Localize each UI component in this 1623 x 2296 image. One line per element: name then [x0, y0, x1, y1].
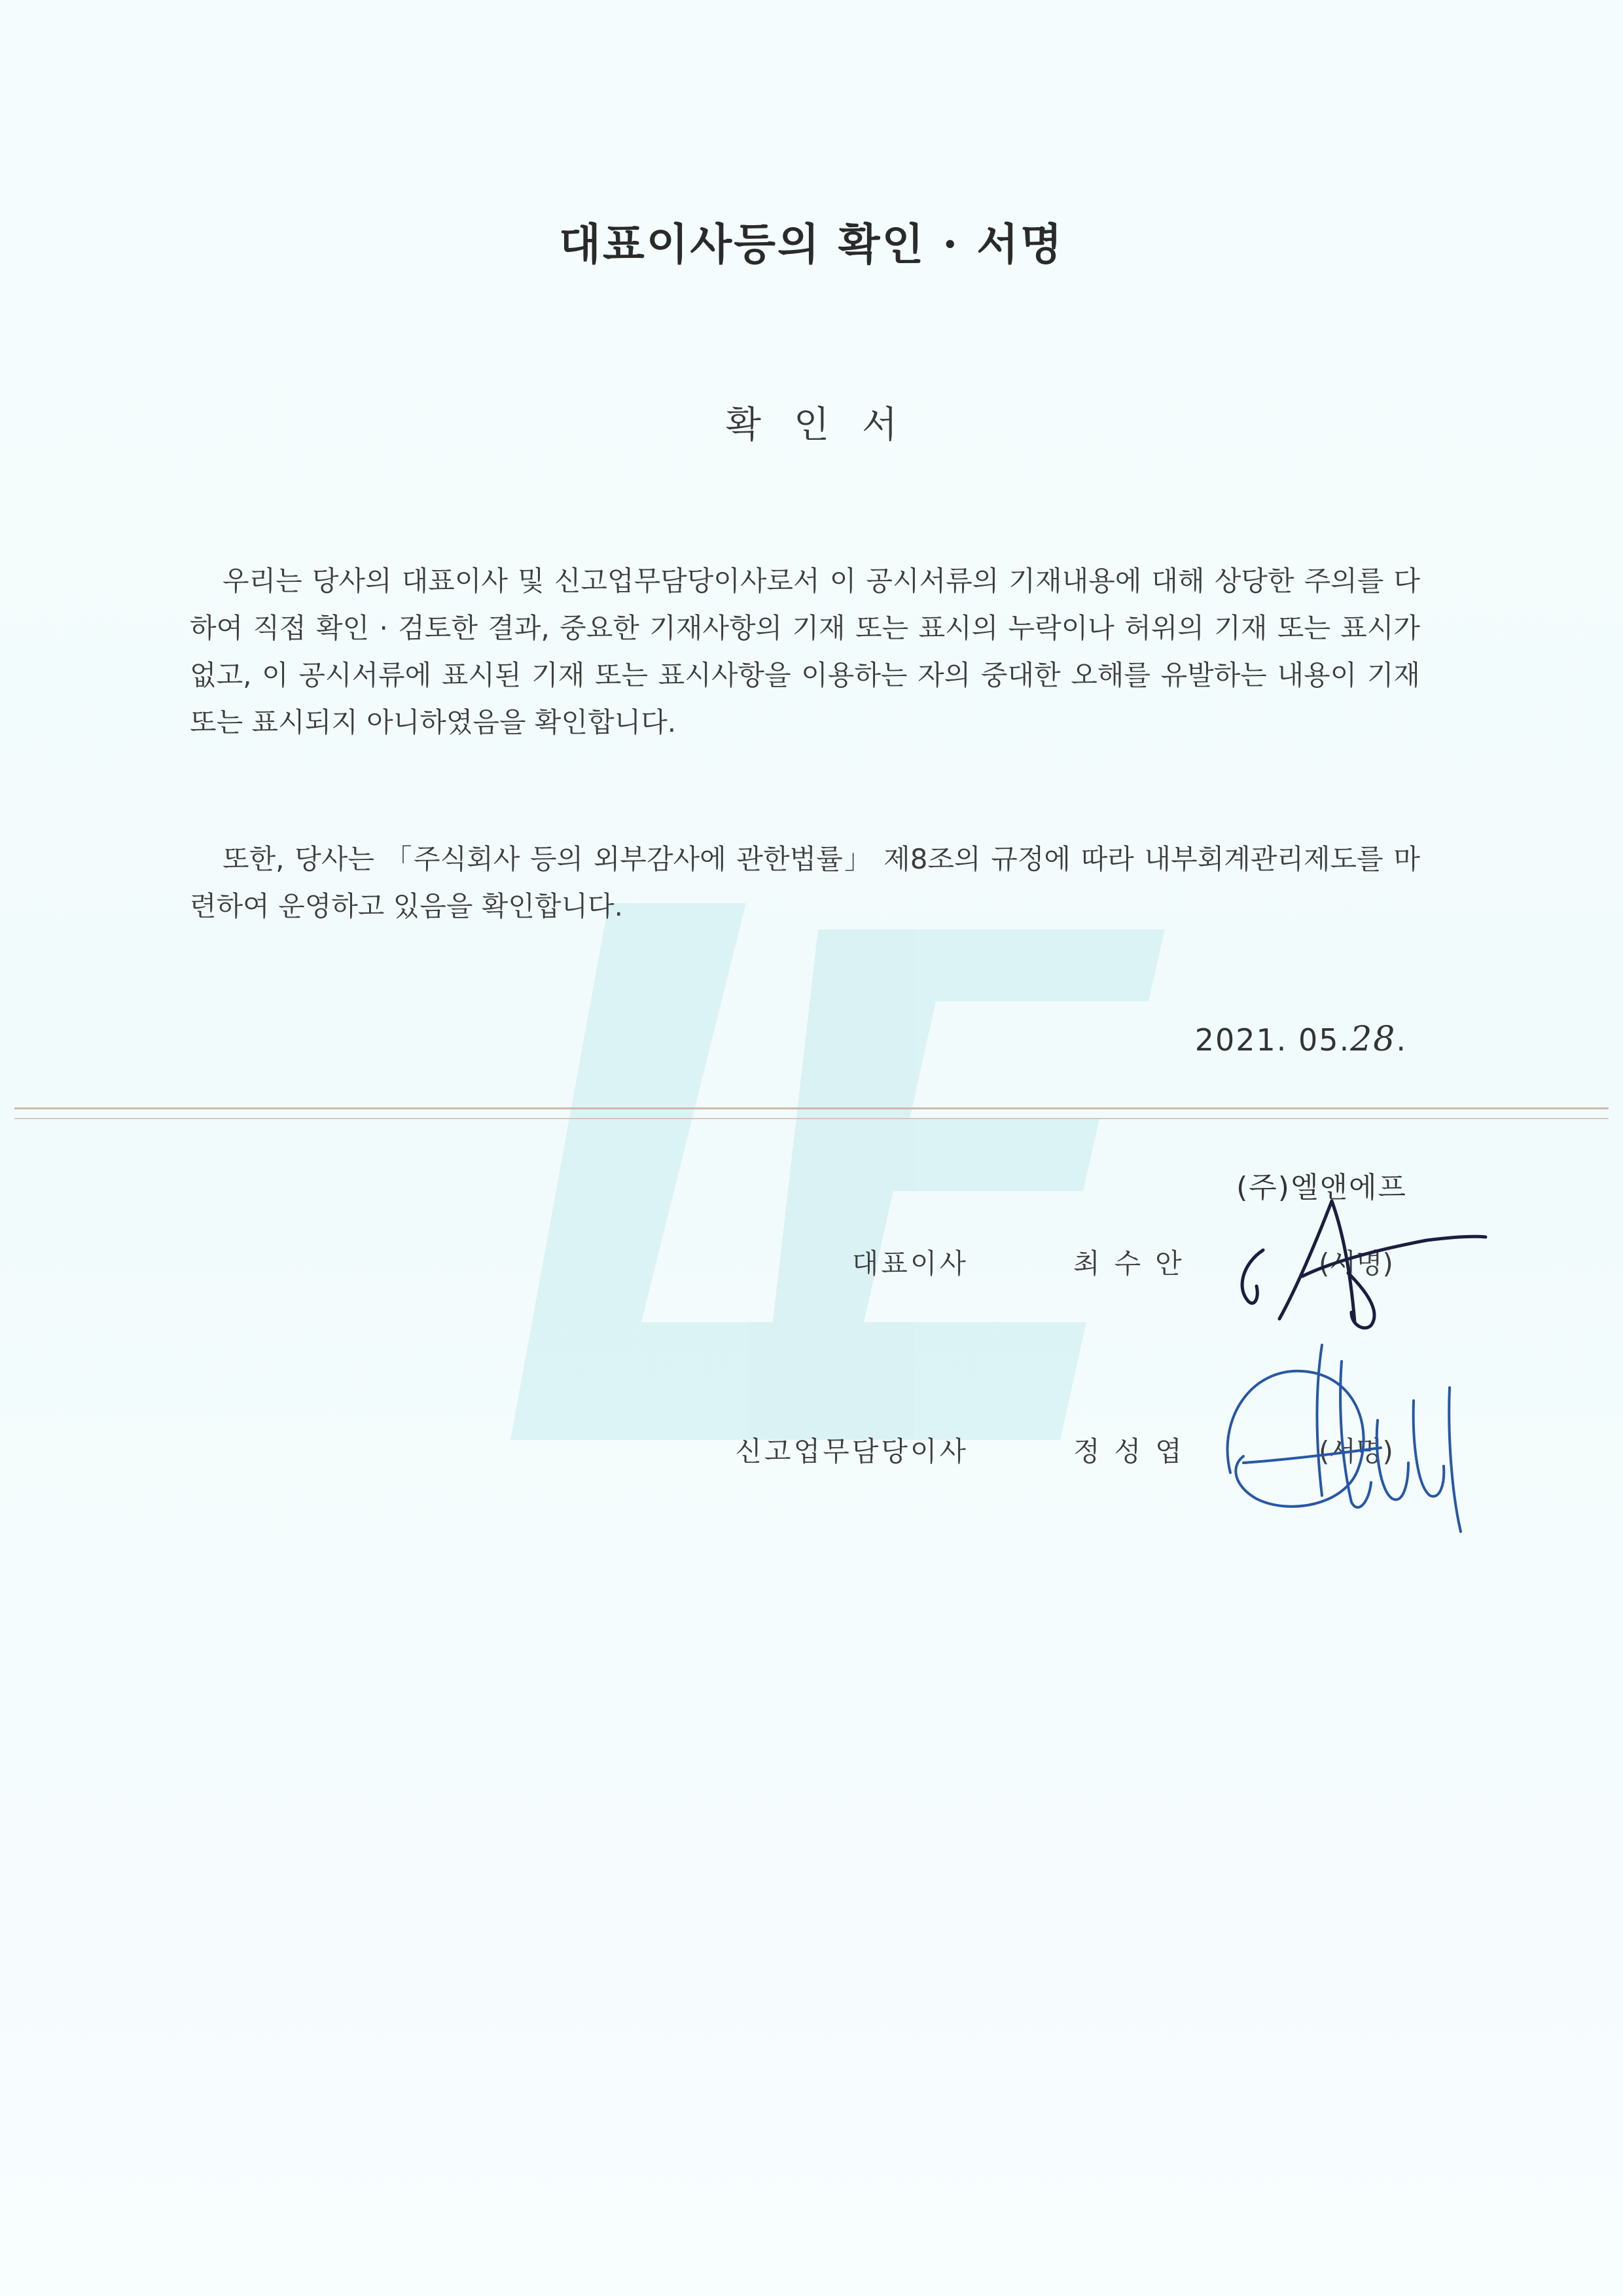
document-subtitle: 확인서	[725, 404, 931, 446]
company-name: (주)엘앤에프	[1236, 1171, 1407, 1204]
signatory-name: 최수안	[1073, 1247, 1196, 1280]
signature-mark-label: (서명)	[1319, 1435, 1393, 1467]
date-suffix: .	[1396, 1022, 1407, 1058]
director-handwritten-signature	[1217, 1335, 1479, 1545]
confirmation-paragraph: 우리는 당사의 대표이사 및 신고업무담당이사로서 이 공시서류의 기재내용에 대해 상당한 주의를 다하여 직접 확인 · 검토한 결과, 중요한 기재사항의 기재 또는 표시의 누락이나 허위의 기재 또는 표시가 없고, 이 공시서류에 표시된 기재 또는 표시사항을 이용하는 자의 중대한 오해를 유발하는 내용이 기재 또는 표시되지 아니하였음을 확인합니다.	[190, 565, 1420, 738]
document-title: 대표이사등의 확인 · 서명	[559, 219, 1064, 270]
ceo-handwritten-signature	[1217, 1165, 1492, 1342]
date-handwritten-day: 28	[1350, 1020, 1397, 1059]
internal-control-paragraph: 또한, 당사는 「주식회사 등의 외부감사에 관한법률」 제8조의 규정에 따라 내부회계관리제도를 마련하여 운영하고 있음을 확인합니다.	[190, 843, 1420, 922]
document-date	[1195, 1020, 1407, 1059]
signatory-title: 신고업무담당이사	[735, 1435, 969, 1467]
date-printed: 2021. 05.	[1194, 1022, 1351, 1058]
signature-mark-label: (서명)	[1319, 1247, 1393, 1280]
divider-line-secondary	[14, 1118, 1609, 1119]
company-logo-watermark	[510, 903, 1165, 1440]
signatory-title: 대표이사	[851, 1247, 969, 1280]
signatory-name: 정성엽	[1073, 1435, 1196, 1467]
divider-line	[14, 1107, 1609, 1109]
